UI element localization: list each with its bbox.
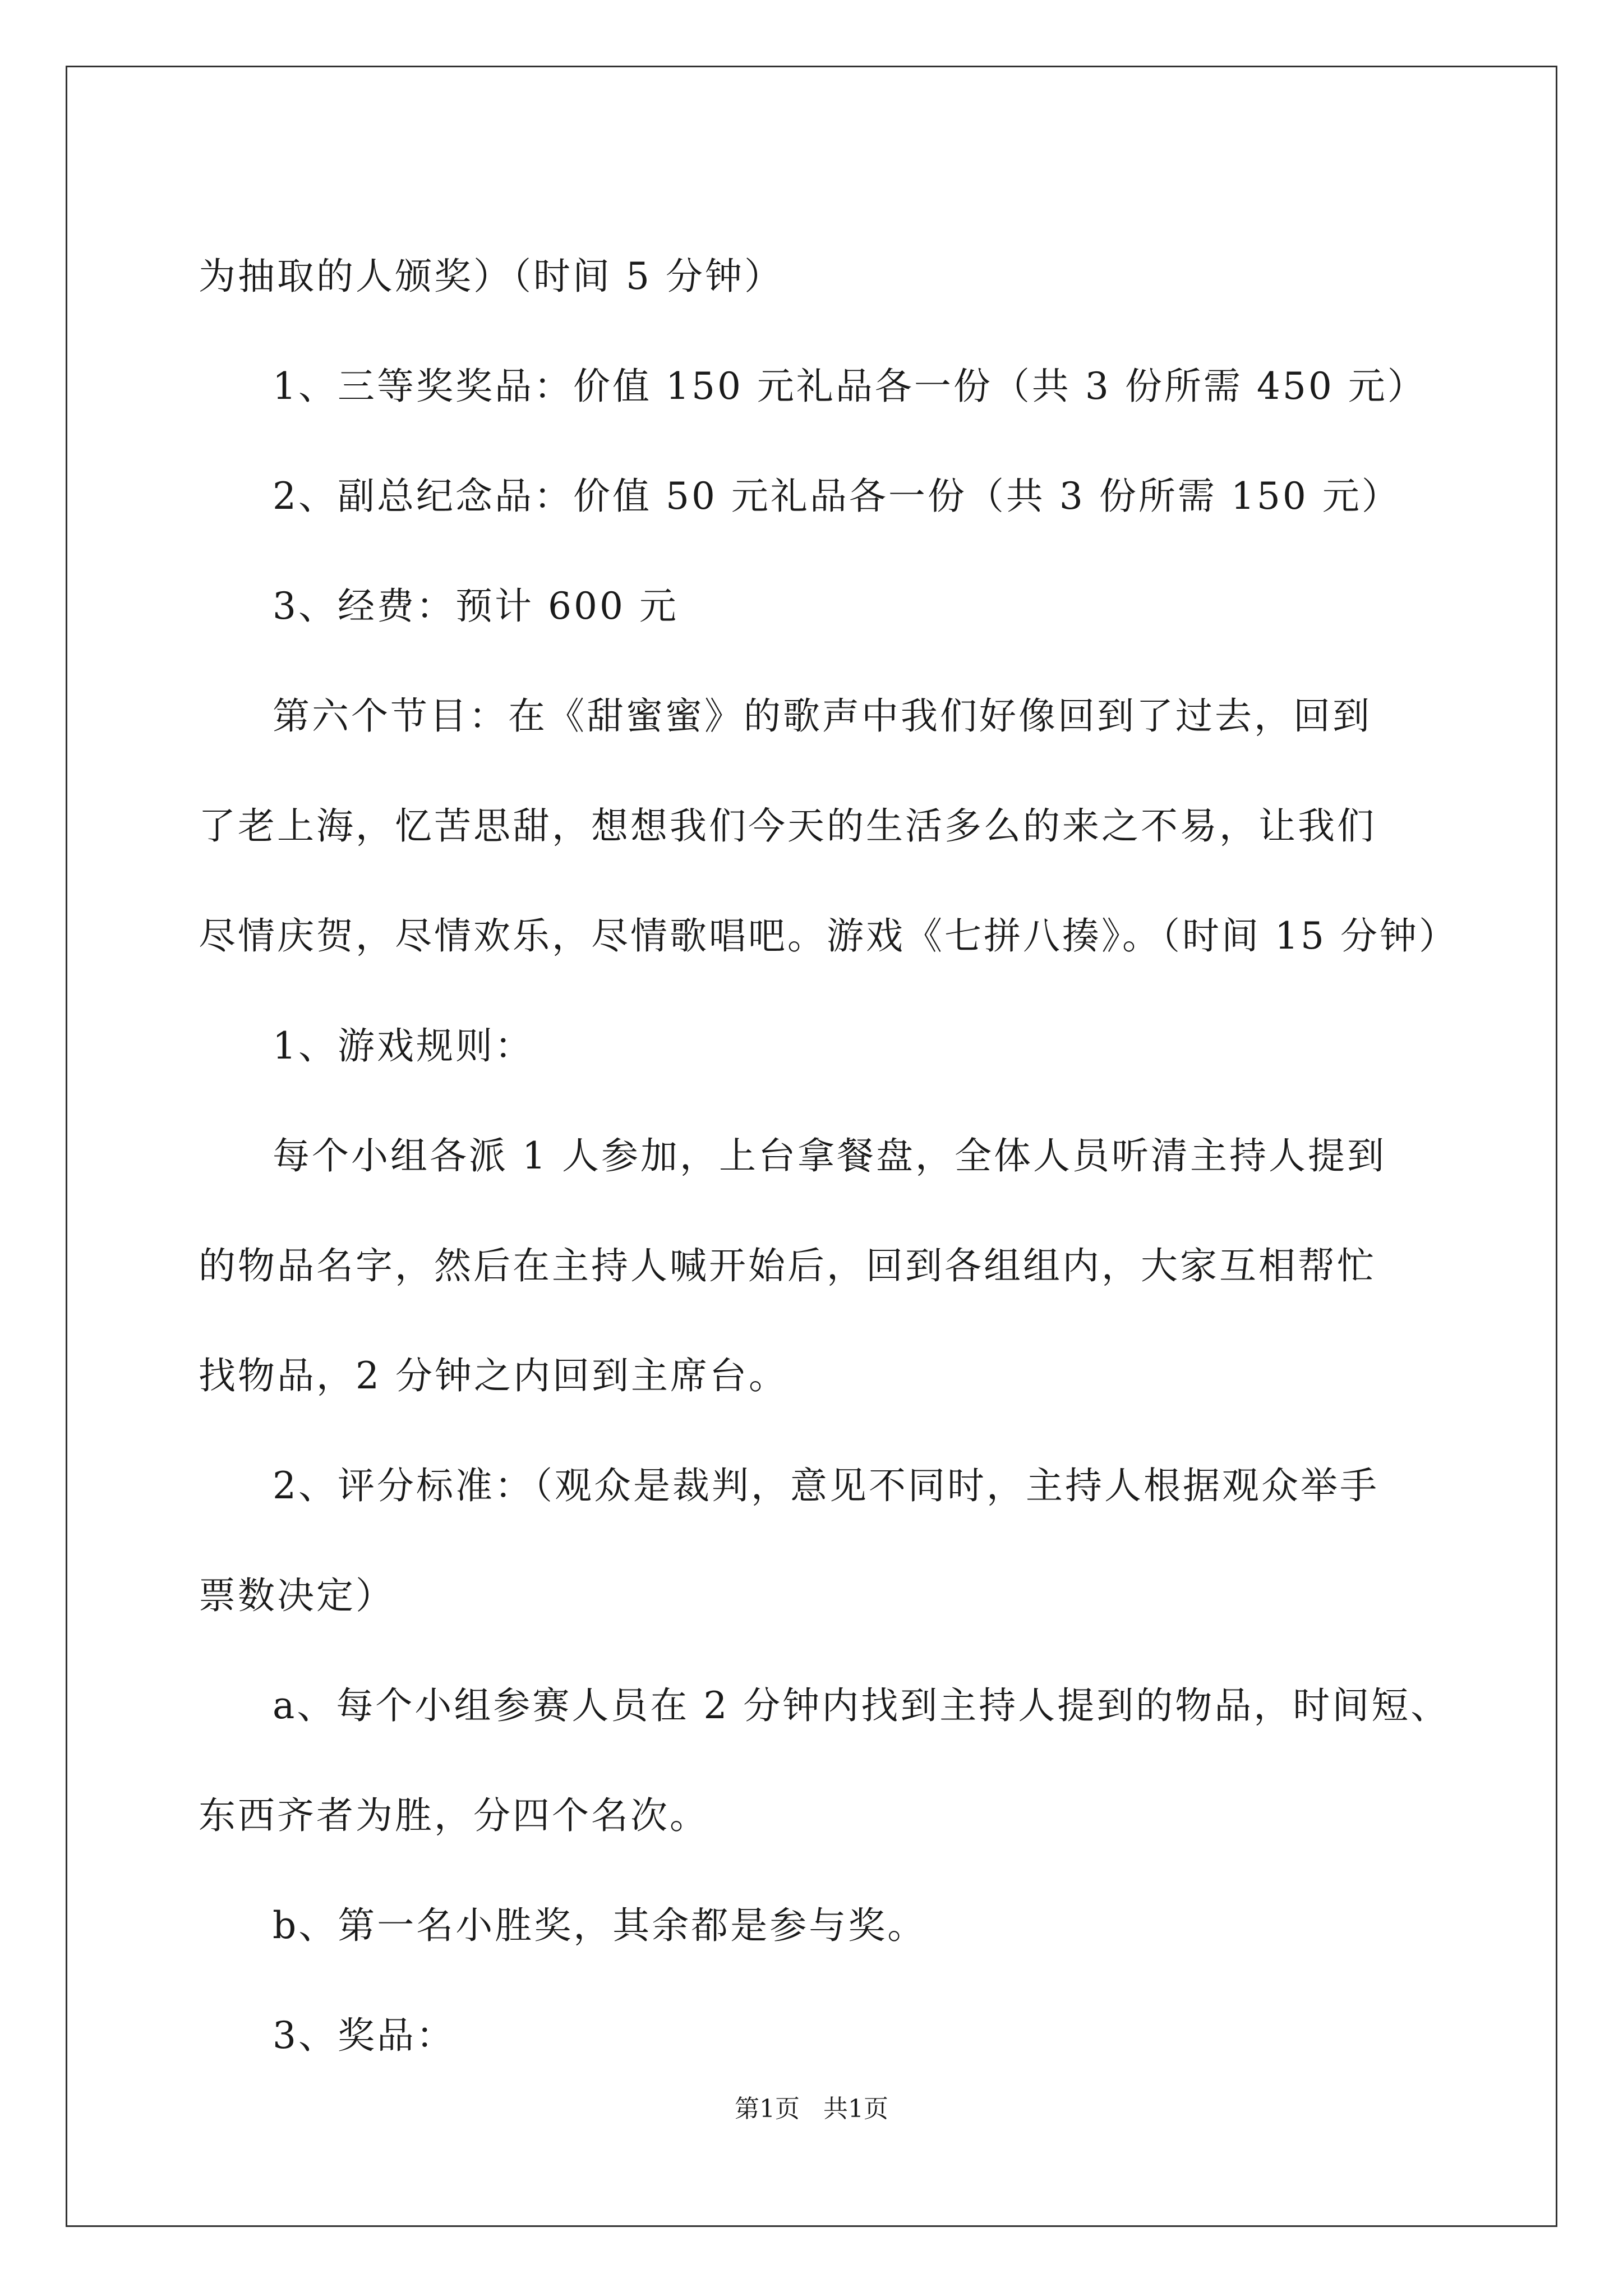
text-line: 第六个节目：在《甜蜜蜜》的歌声中我们好像回到了过去，回到	[273, 694, 1372, 738]
text-line: 每个小组各派 1 人参加，上台拿餐盘，全体人员听清主持人提到	[273, 1134, 1386, 1177]
text-line: 3、经费：预计 600 元	[273, 585, 679, 628]
text-line: 找物品，2 分钟之内回到主席台。	[199, 1354, 788, 1397]
text-line: 2、评分标准：（观众是裁判，意见不同时，主持人根据观众举手	[273, 1464, 1379, 1507]
text-line: 尽情庆贺，尽情欢乐，尽情歌唱吧。游戏《七拼八揍》。（时间 15 分钟）	[199, 914, 1458, 958]
text-line: b、第一名小胜奖，其余都是参与奖。	[273, 1904, 927, 1947]
document-body	[199, 222, 1458, 2091]
text-line: 票数决定）	[199, 1574, 395, 1617]
text-line: 了老上海，忆苦思甜，想想我们今天的生活多么的来之不易，让我们	[199, 804, 1376, 848]
page-footer: 第1页 共1页	[735, 2095, 888, 2123]
text-line: 东西齐者为胜，分四个名次。	[199, 1794, 709, 1837]
text-line: 2、副总纪念品：价值 50 元礼品各一份（共 3 份所需 150 元）	[273, 475, 1401, 518]
text-line: 为抽取的人颁奖）（时间 5 分钟）	[199, 255, 783, 298]
text-line: a、每个小组参赛人员在 2 分钟内找到主持人提到的物品，时间短、	[273, 1684, 1450, 1727]
text-line: 1、三等奖奖品：价值 150 元礼品各一份（共 3 份所需 450 元）	[273, 365, 1427, 408]
text-line: 3、奖品：	[273, 2014, 455, 2057]
text-line: 1、游戏规则：	[273, 1024, 534, 1068]
text-line: 的物品名字，然后在主持人喊开始后，回到各组组内，大家互相帮忙	[199, 1244, 1376, 1287]
